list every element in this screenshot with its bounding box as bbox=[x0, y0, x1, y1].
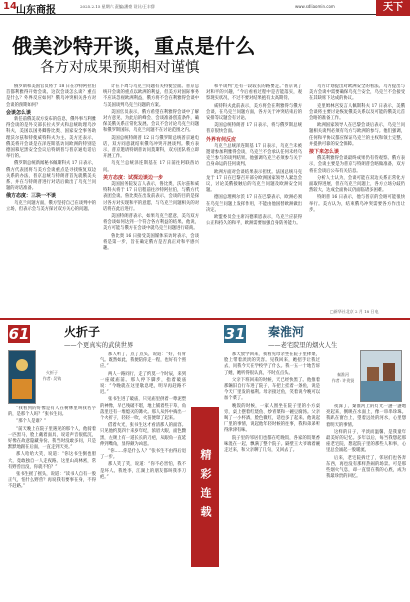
paragraph: 美国国务院发言人表示，鲁比奥、沃尔兹和威特科夫将于 17 日启程前往沙特阿拉伯，与俄方代表团会谈。鲁比奥在出发前表示，会谈的目的是探讨各方对实现和平的意愿，与乌克兰问题相关的对话将在此后进行。 bbox=[103, 182, 199, 212]
paragraph: 父亲下班回来的时候，天已经快黑了。他推着那辆旧自行车进了院子，车把上挂着一条鱼，说是今天厂里发的福利。母亲接过鱼，笑着说今晚可以加个菜了。 bbox=[224, 377, 320, 402]
paragraph: 和平谈判”还有一段较长的路要走。”普京说了对和平的兴趣，“今后看看过程中是否能落实，观察现实状况，不过不要对结果抱有太高期待。 bbox=[206, 84, 302, 102]
book-cover-image bbox=[8, 350, 36, 404]
section-title: 美方态度：试探边谈边一步 bbox=[103, 174, 164, 181]
paragraph: 新任前俄美双方发布的信息，俄外事与利雅得会谈的是外交部长拉夫罗夫和总统助理乌沙科夫，美国以国务卿鲁比奥、国家安全事务助理沃尔兹和特使威特科夫为主。美方还表示，俄美将开会谈是在泽连斯基访问欧洲的特别是德国慕尼黑安全会议后特朗普与普京通电话后举行的。 bbox=[6, 117, 96, 160]
paragraph: 晚饭的时候，一家人围坐在院子里的小方桌旁，桌上摆着红烧鱼、炒青菜和一碗豆腐汤。父亲喝了一小杯酒，脸色微红，话也多了起来。他说起厂里的事情，说起他年轻时候的往事，我和弟弟听得津津有味。 bbox=[224, 403, 320, 434]
article-column-3 bbox=[206, 84, 302, 314]
paragraph: 那天放学回来，我看见母亲坐在院子里择菜，脸上带着淡淡的笑容。见我回来，她招手让我过去，问我今天在学校学了什么。我一五一十地告诉了她，她听得很认真，不时点点头。 bbox=[224, 352, 320, 376]
serial-column-2 bbox=[100, 352, 186, 598]
paragraph: “你……你是什么人？”张书生不由得后退了一步。 bbox=[100, 449, 186, 461]
article-column-2 bbox=[103, 84, 199, 314]
paragraph: 后来，老宅院拆迁了，邻居们也各奔东西，再也没有那样热闹的场景。可是那些烟火气息，却一直留在我的心底，成为我最珍贵的回忆。 bbox=[326, 455, 406, 480]
paragraph: 美国特朗普表示，如果乌克兰愿意，美乌双方将会谈如何达到一个符合各方利益的结果。他说，美方可能与俄方在会谈中就乌克兰问题进行磋商。 bbox=[103, 214, 199, 232]
paragraph: 张书生进了破庙，只见庙里供着一尊泥塑的神像，早已残破不堪，地上铺着些干草，角落里还有一堆熄灭的篝火。那人从怀中掏出一个火折子，轻轻一吹，火苗便窜了起来。 bbox=[100, 397, 186, 422]
paragraph: 这样的日子，平淡而温馨，是我童年最美好的记忆。多年以后，每当我想起那座老宅院，想起院子里的那些人和事，心里总会涌起一股暖流。 bbox=[326, 429, 406, 454]
page-number: 14 bbox=[3, 1, 17, 12]
paragraph: 威特科夫此前表示，美方将会在利雅得与俄方会谈，在乌克兰问题方面，各方关于冲突结束后的安排等议题会有讨论。 bbox=[206, 103, 302, 122]
paragraph: 那人笑了笑，说道：“你不必害怕，我不是坏人。我姓李，江湖上的朋友都叫我李刀疤。” bbox=[100, 462, 186, 480]
paragraph: 俄美利雅得会谈最终成果仍有待观察。俄方表示，会谈主要是为普京与特朗普会晤做准备，双方将在会谈后公布有关信息。 bbox=[309, 156, 405, 174]
paragraph: 夜深了，秦淮河上的灯光一盏一盏地亮起来，倒映在水面上，像一串串珍珠。我趴在窗台上，望着远处的河水，心里想着明天的事情。 bbox=[326, 404, 406, 428]
book-author: 作者: 许贵贤 bbox=[331, 378, 355, 383]
paragraph: 张书生摇了摇头，说道：“读书人自有一股正气，怕什么野兽？再说我有要事在身，不得不赶路。” bbox=[8, 472, 96, 490]
article-column-4 bbox=[309, 84, 405, 308]
section-tab: 天下 bbox=[376, 0, 410, 16]
paragraph: 院子里的邻居们也都在吃晚饭，各家的饭菜香味混在一起，飘满了整个院子。隔壁王大爷端着碗走过来，和父亲聊了几句，又回去了。 bbox=[224, 435, 320, 454]
paper-name: 山东商报 bbox=[16, 5, 56, 16]
section-title: 会谈怎么谈 bbox=[6, 109, 32, 116]
paragraph: 乌方计划提出对欧洲安全的看法。乌方提出与美方会谈中需要确保乌克兰安全，乌克兰不会接受在其缺席下达成的协议。 bbox=[309, 84, 405, 102]
paragraph: 乌克兰总统泽连斯基 17 日表示，乌克兰未被邀请参加利雅得会谈，乌克兰不会承认任何未经乌克兰参与的谈判结果。他强调乌克兰必须参与关于自身命运的任何谈判。 bbox=[206, 143, 302, 168]
paragraph: 美国总统特朗普 12 日与俄罗斯总统普京通电话，双方同意就结束俄乌冲突开展谈判。俄方表示，普京邀请特朗普访问莫斯科，双方团队将立即开展工作。 bbox=[103, 135, 199, 160]
serial-subtitle: ——老宅院里的烟火人生 bbox=[268, 342, 338, 349]
section-divider bbox=[0, 318, 410, 320]
paragraph: 克里姆林宫发言人佩斯科夫 17 日表示，美俄会谈将主要讨论恢复俄美关系以及可能的俄美元首会晤的准备工作。 bbox=[309, 103, 405, 122]
paragraph: 计在下周与乌克兰问题有关特使会面。普京总统开会谈的重点以欧洲的利益，但美方对国际事务不应该忽视欧洲利益，俄方将不会在利雅得会谈中与美国谈判乌克兰问题的方案。 bbox=[103, 84, 199, 108]
serial-column-1 bbox=[8, 406, 96, 598]
paragraph: 乌克兰总统泽连斯基在 17 日前往阿联酋访问。 bbox=[103, 161, 199, 173]
article-headline: 俄美沙特开谈，重点是什么 bbox=[12, 34, 256, 58]
book-cover-art bbox=[9, 351, 35, 403]
masthead bbox=[0, 0, 410, 15]
paragraph: 欧洲方面对会谈结果表示担忧。法国总统马克龙于 17 日在巴黎召开部分欧洲国家领导人紧急会议，讨论美俄接触后的乌克兰问题及欧洲安全问题。 bbox=[206, 169, 302, 194]
article-subheadline: 各方对成果预期相对谨慎 bbox=[40, 60, 200, 76]
serial-title: 秦淮河 bbox=[268, 325, 305, 339]
paragraph: 那人听了，点了点头，说道：“好，有骨气。既然如此，我便陪你走一程，也好有个照应。” bbox=[100, 352, 186, 370]
paragraph: 分析人士认为，会谈可能在双边关系正常化方面取得进展，但在乌克兰问题上，各方立场分歧仍然较大，达成全面协议仍面临诸多困难。 bbox=[309, 175, 405, 194]
paragraph: “我看到的好像是有人在树林里叫我名字的，是那个人吗？”张书生问。 bbox=[8, 406, 96, 418]
book-info bbox=[36, 370, 68, 382]
book-info bbox=[326, 372, 360, 384]
paragraph: 那人哈哈大笑，说道：“你这书生倒也胆大，竟敢独自一人走夜路。这里山高林密，常有野兽出没，你就不怕？” bbox=[8, 452, 96, 470]
serial-subtitle: ——个更真实的武侠世界 bbox=[64, 342, 134, 349]
paragraph: “前天晚上在院子里遇见的那个人，他骑着一匹黑马，脸上戴着面具，说话声音很低沉，好像在故意隐藏身份。我当时没敢多问，只是默默地跟在后面，一直走到天亮。” bbox=[8, 426, 96, 451]
serial-title: 火折子 bbox=[64, 325, 101, 339]
section-title: 俄方态度：三块一不谈 bbox=[6, 193, 57, 200]
section-title: 外界有何反应 bbox=[206, 136, 237, 143]
paragraph: 两人一路同行，走了约莫一个时辰，来到一座破庙前。那人停下脚步，指着破庙说：“今晚就在这里歇息吧，明早再赶路不迟。” bbox=[100, 371, 186, 396]
book-title: 秦淮河 bbox=[337, 372, 349, 377]
article-column-1 bbox=[6, 84, 96, 314]
paragraph: 借着火光，张书生这才看清那人的面容。只见他约莫四十来岁年纪，浓眉大眼，面色黝黑，左颊上有一道长长的刀疤，从眼角一直延伸到嘴角，显得颇为凶恶。 bbox=[100, 423, 186, 447]
paragraph: 俄罗斯总统新闻秘书佩斯科夫 17 日表示，俄方代表团将与美方会谈重点是寻找恢复双边关系的办法，普京总统与特朗普首先就俄美关系、并在与特朗普进行对话后做出了乌克兰问题的对话准备。 bbox=[6, 161, 96, 192]
paragraph: 美国总统特朗普 17 日表示，将与俄罗斯总统普京很快会面。 bbox=[206, 123, 302, 135]
serial-banner: 精彩连载 bbox=[191, 407, 219, 567]
website-url[interactable]: www.sdliaomin.com bbox=[295, 4, 335, 9]
paragraph: 鲁比奥 16 日接受美国媒体采访时表示，会谈将是第一步，旨在确定俄方是否真正对和平感兴趣。 bbox=[103, 233, 199, 252]
paragraph: 欧盟委员会主席冯德莱恩表示，乌克兰应获得公正和持久的和平，欧洲需要加强自身防务能力。 bbox=[206, 215, 302, 227]
article-credit: □新华社北京 2 月 18 日电 bbox=[330, 309, 379, 314]
book-cover-art bbox=[361, 351, 401, 401]
book-title: 火折子 bbox=[46, 370, 58, 375]
paragraph: 特朗普 16 日表示，他与普京的会晤可能很快举行。美方认为，结束俄乌冲突需要各方作出让步。 bbox=[309, 195, 405, 213]
paragraph: “那个人是谁？” bbox=[16, 419, 47, 425]
paragraph: 乌克兰问题方面，俄方坚持自己在谈判中的立场，但表示会与美方探讨双方关心的问题。 bbox=[6, 200, 96, 212]
paragraph: 美国官员表示，俄方希望在利雅得会谈中了解对方意见，为此后的峰会、会谈准备创造条件，确保美俄关系正常化发展。会议不会讨论乌克兰问题和俄罗斯国际，乌克兰问题不在讨论范围之内。 bbox=[103, 109, 199, 134]
book-cover-image bbox=[360, 350, 402, 402]
paragraph: 德国总理朔尔茨 17 日在巴黎表示，欧洲必须在乌克兰问题上发挥作用，不能由他国替欧洲做出决定。 bbox=[206, 195, 302, 213]
section-title: 接下来怎么谈 bbox=[309, 149, 340, 156]
serial-number-badge: 31 bbox=[224, 325, 246, 343]
issue-meta: 2025.2.15 星期六 责编/潘豪 设计/王丰辞 bbox=[80, 4, 155, 9]
serial-number-badge: 61 bbox=[8, 325, 30, 343]
book-author: 作者: 吴钩 bbox=[42, 376, 62, 381]
serial-column-4 bbox=[326, 404, 406, 598]
paragraph: 欧洲国家领导人在巴黎会谈后表示，乌克兰问题相关谈判必须有乌方与欧洲的参与。他们强调，任何和平协议都应保证乌克兰的主权和领土完整，并提供可靠的安全保障。 bbox=[309, 123, 405, 147]
serial-column-3 bbox=[224, 352, 320, 598]
lead-paragraph: 俄罗斯和美国官员将于 18 日在沙特阿拉伯首都利雅得开始会谈。这次会谈怎么谈？重点是什么？外界反应如何？俄乌冲突相关各方对会谈的预期如何？ bbox=[6, 84, 96, 108]
